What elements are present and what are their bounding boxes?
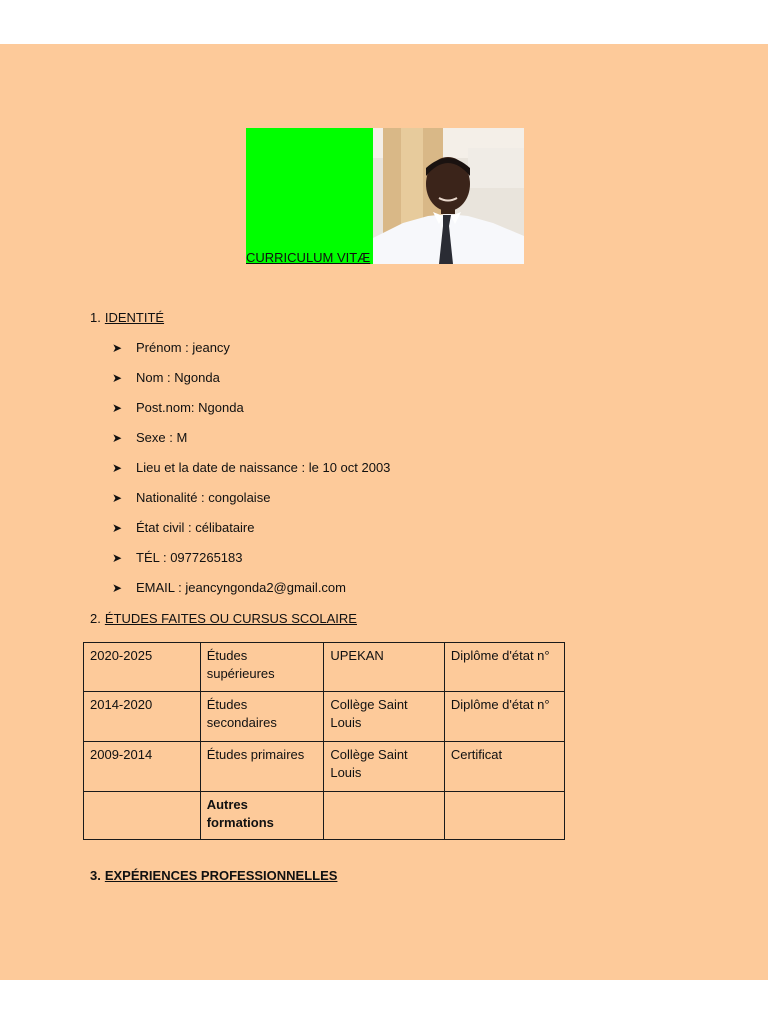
- identity-item: [112, 400, 390, 430]
- table-cell: Diplôme d'état n°: [444, 692, 564, 742]
- arrow-bullet-icon: ➤: [112, 521, 123, 535]
- identity-item: [112, 430, 390, 460]
- section-experience-heading: [90, 868, 337, 884]
- arrow-bullet-icon: ➤: [112, 581, 123, 595]
- section-identity-title: IDENTITÉ: [104, 310, 165, 325]
- identity-item-text: Post.nom: Ngonda: [136, 400, 244, 415]
- table-cell: Études secondaires: [200, 692, 324, 742]
- table-row: [84, 792, 565, 840]
- arrow-bullet-icon: ➤: [112, 401, 123, 415]
- table-cell: 2009-2014: [84, 742, 201, 792]
- table-cell: Certificat: [444, 742, 564, 792]
- section-experience-title: EXPÉRIENCES PROFESSIONNELLES: [104, 868, 338, 883]
- identity-item: [112, 340, 390, 370]
- identity-item: [112, 580, 390, 610]
- table-cell: 2020-2025: [84, 643, 201, 692]
- section-identity-heading: [90, 310, 164, 326]
- table-row: [84, 742, 565, 792]
- identity-item-text: Nationalité : congolaise: [136, 490, 271, 505]
- table-cell: 2014-2020: [84, 692, 201, 742]
- section-education-heading: [90, 611, 357, 627]
- profile-photo-image: [373, 128, 524, 264]
- identity-list: [112, 340, 390, 610]
- profile-photo: [373, 128, 524, 264]
- identity-item-text: Nom : Ngonda: [136, 370, 220, 385]
- table-cell: [324, 792, 445, 840]
- green-placeholder-box: [246, 128, 373, 264]
- identity-item-text: Lieu et la date de naissance : le 10 oct 2003: [136, 460, 391, 475]
- education-table: [83, 642, 565, 840]
- table-cell: Autres formations: [200, 792, 324, 840]
- section-identity-number: 1.: [90, 310, 101, 325]
- section-education-title: ÉTUDES FAITES OU CURSUS SCOLAIRE: [104, 611, 357, 626]
- table-row: [84, 643, 565, 692]
- table-cell: UPEKAN: [324, 643, 445, 692]
- identity-item-text: Prénom : jeancy: [136, 340, 230, 355]
- table-row: [84, 692, 565, 742]
- table-cell: Études supérieures: [200, 643, 324, 692]
- table-cell: [84, 792, 201, 840]
- table-cell: Études primaires: [200, 742, 324, 792]
- arrow-bullet-icon: ➤: [112, 491, 123, 505]
- identity-item: [112, 490, 390, 520]
- arrow-bullet-icon: ➤: [112, 341, 123, 355]
- arrow-bullet-icon: ➤: [112, 431, 123, 445]
- section-education-number: 2.: [90, 611, 101, 626]
- table-cell: Collège Saint Louis: [324, 692, 445, 742]
- document-page: [0, 44, 768, 980]
- table-cell: Collège Saint Louis: [324, 742, 445, 792]
- arrow-bullet-icon: ➤: [112, 371, 123, 385]
- identity-item-text: État civil : célibataire: [136, 520, 255, 535]
- identity-item: [112, 520, 390, 550]
- arrow-bullet-icon: ➤: [112, 551, 123, 565]
- table-cell: [444, 792, 564, 840]
- section-experience-number: 3.: [90, 868, 101, 883]
- identity-item: [112, 370, 390, 400]
- identity-item-text: TÉL : 0977265183: [136, 550, 243, 565]
- table-cell: Diplôme d'état n°: [444, 643, 564, 692]
- header-image-block: [246, 128, 524, 264]
- identity-item-text: EMAIL : jeancyngonda2@gmail.com: [136, 580, 346, 595]
- identity-item: [112, 550, 390, 580]
- arrow-bullet-icon: ➤: [112, 461, 123, 475]
- identity-item: [112, 460, 390, 490]
- identity-item-text: Sexe : M: [136, 430, 188, 445]
- cv-title: CURRICULUM VITÆ: [246, 250, 371, 265]
